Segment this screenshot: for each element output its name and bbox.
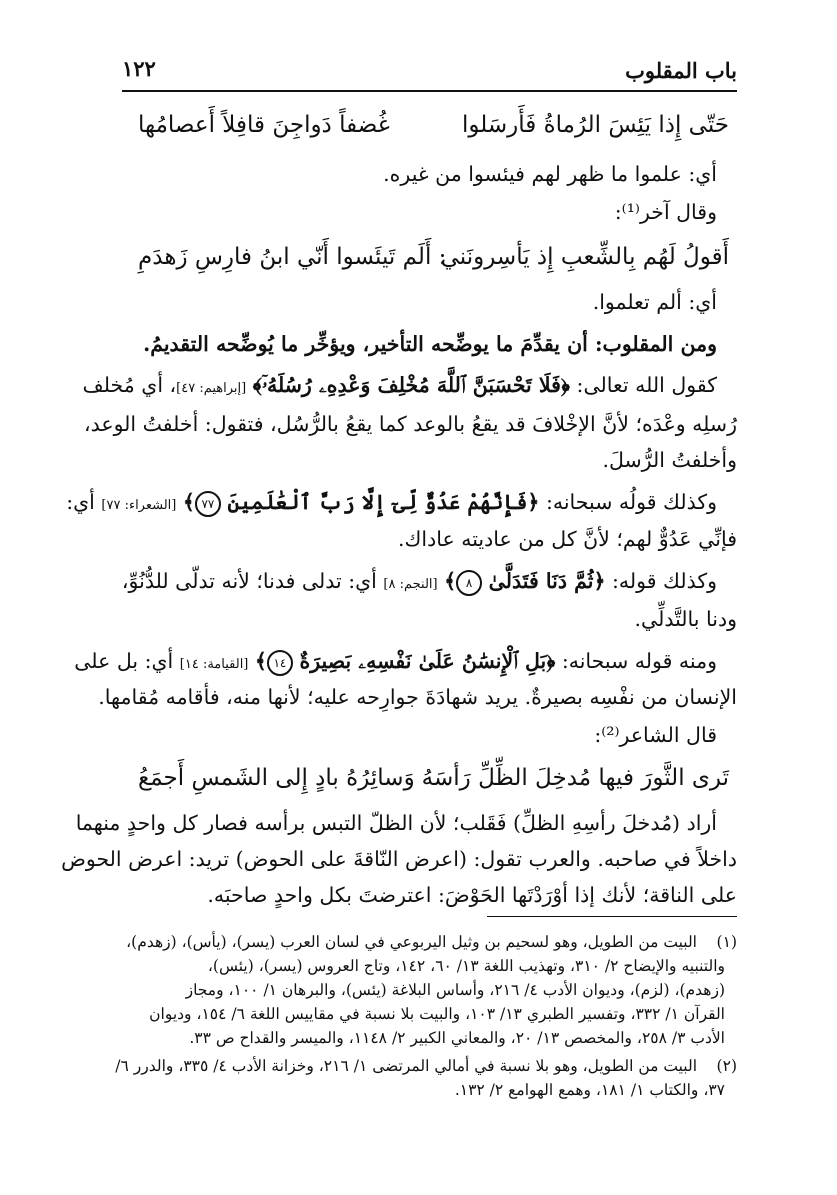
- quran-close-bracket: ﴾: [182, 490, 195, 514]
- ayah-number-marker: ٨: [456, 570, 482, 596]
- p6-tail: أي:: [66, 490, 95, 514]
- paragraph-1: أي: علموا ما ظهر لهم فيئسوا من غيره.: [383, 162, 717, 186]
- chapter-title: باب المقلوب: [625, 58, 737, 83]
- quran-reference: [القيامة: ١٤]: [179, 657, 249, 672]
- footnote-line: القرآن ١/ ٣٣٢، وتفسير الطبري ١٣/ ١٠٣، والبيت بلا نسبة في مقاييس اللغة ٦/ ١٥٤، وديوان: [149, 1005, 725, 1023]
- p5-tail: ، أي مُخلف: [82, 373, 177, 397]
- quran-reference: [النجم: ٨]: [383, 577, 438, 592]
- p7-tail: أي: تدلى فدنا؛ لأنه تدلّى للدُّنُوِّ،: [121, 569, 377, 593]
- footnote-line: البيت من الطويل، وهو بلا نسبة في أمالي المرتضى ١/ ٢١٦، وخزانة الأدب ٤/ ٣٣٥، والدرر ٦/: [115, 1057, 697, 1075]
- footnote-line: الأدب ٣/ ٢٥٨، والمخصص ١٣/ ٢٠، والمعاني الكبير ٢/ ١١٤٨، والميسر والقداح ص ٣٣.: [189, 1029, 725, 1047]
- paragraph-5-line-3: وأخلفتُ الرُّسلَ.: [602, 448, 737, 472]
- paragraph-6-line-2: فإنِّي عَدُوٌّ لهم؛ لأنَّ كل من عاديته عاداك.: [397, 527, 737, 551]
- paragraph-3: أي: ألم تعلموا.: [592, 290, 717, 314]
- paragraph-2: وقال آخر⁽¹⁾:: [614, 200, 717, 224]
- paragraph-10-line-2: داخلاً في صاحبه. والعرب تقول: (اعرض النّاقةَ على الحوض) تريد: اعرض الحوض: [61, 847, 737, 871]
- p7-intro: وكذلك قوله:: [612, 569, 717, 593]
- p8-tail: أي: بل على: [74, 649, 174, 673]
- footnote-number: (١): [716, 933, 737, 951]
- quran-quote: ﴿فَلَا تَحْسَبَنَّ ٱللَّهَ مُخْلِفَ وَعْدِهِۦ رُسُلَهُۥٓ﴾: [252, 373, 571, 397]
- quran-reference: [الشعراء: ٧٧]: [101, 498, 177, 513]
- footnote-divider: [487, 916, 737, 917]
- paragraph-7-line-1: [110, 566, 717, 600]
- p6-intro: وكذلك قولُه سبحانه:: [545, 490, 717, 514]
- quran-close-bracket: ﴾: [444, 569, 457, 593]
- paragraph-7-line-2: ودنا بالتَّدلِّي.: [634, 607, 737, 631]
- p8-intro: ومنه قوله سبحانه:: [561, 649, 717, 673]
- quran-quote: ﴿بَلِ ٱلْإِنسَٰنُ عَلَىٰ نَفْسِهِۦ بَصِيرَةٌ: [299, 649, 556, 673]
- quran-close-bracket: ﴾: [254, 649, 267, 673]
- ayah-number-marker: ١٤: [267, 650, 293, 676]
- page-header: [122, 50, 737, 92]
- verse-1-second-hemistich: غُضفاً دَواجِنَ قافِلاً أَعصامُها: [138, 112, 390, 138]
- verse-1-first-hemistich: حَتّى إِذا يَئِسَ الرُماةُ فَأَرسَلوا: [462, 112, 729, 138]
- footnote-line: البيت من الطويل، وهو لسحيم بن وثيل اليربوعي في لسان العرب (يسر)، (يأس)، (زهدم)،: [126, 933, 697, 951]
- footnote-2: [110, 1054, 737, 1114]
- paragraph-9: قال الشاعر⁽²⁾:: [594, 723, 717, 747]
- ayah-number-marker: ٧٧: [195, 491, 221, 517]
- paragraph-8-line-1: [74, 646, 717, 680]
- paragraph-8-line-2: الإنسان من نفْسِه بصيرةٌ. يريد شهادَةَ جوارِحه عليه؛ لأنها منه، فأقامه مُقامها.: [98, 685, 737, 709]
- footnote-1: [110, 930, 737, 1060]
- verse-2-second-hemistich: : أَلَم تَيئَسوا أَنّي ابنُ فارِسِ زَهدَمِ: [138, 244, 447, 270]
- verse-3-first-hemistich: تَرى الثَّورَ فيها مُدخِلَ الظِّلِّ رَأسَهُ: [421, 765, 729, 791]
- paragraph-10-line-1: أراد (مُدخلَ رأسِهِ الظلِّ) فَقَلب؛ لأن الظلّ التبس برأسه فصار كل واحدٍ منهما: [75, 811, 717, 835]
- quran-reference: [إبراهيم: ٤٧]: [176, 381, 247, 396]
- verse-3-second-hemistich: وَسائِرُهُ بادٍ إِلى الشَمسِ أَجمَعُ: [138, 765, 415, 791]
- page-number: ١٢٢: [122, 56, 156, 81]
- quran-quote: ﴿ثُمَّ دَنَا فَتَدَلَّىٰ: [488, 569, 606, 593]
- verse-2-first-hemistich: أَقولُ لَهُم بِالشِّعبِ إِذ يَأسِرونَني: [440, 244, 729, 270]
- footnote-line: ٣٧، والكتاب ١/ ١٨١، وهمع الهوامع ٢/ ١٣٢.: [454, 1081, 725, 1099]
- quran-quote: ﴿فَإِنَّهُمْ عَدُوٌّ لِّىٓ إِلَّا رَبَّ ٱلْعَٰلَمِينَ: [227, 490, 540, 514]
- paragraph-5-line-2: رُسلِه وعْدَه؛ لأنَّ الإخْلافَ قد يقعُ بالوعد كما يقعُ بالرُّسُل، فتقول: أخلفتُ الوعد،: [83, 412, 737, 436]
- p5-intro: كقول الله تعالى:: [576, 373, 717, 397]
- paragraph-4: ومن المقلوب: أن يقدِّمَ ما يوضِّحه التأخير، ويؤخِّر ما يُوضِّحه التقديمُ.: [143, 332, 717, 356]
- paragraph-10-line-3: على الناقة؛ لأنك إذا أوْرَدْتَها الحَوْضَ: اعترضتَ بكل واحدٍ صاحبَه.: [207, 883, 737, 907]
- paragraph-5-line-1: [82, 370, 717, 404]
- footnote-line: (زهدم)، (لزم)، وديوان الأدب ٤/ ٢١٦، وأساس البلاغة (يئس)، والبرهان ١/ ١٠٠، ومجاز: [185, 981, 725, 999]
- footnote-number: (٢): [716, 1057, 737, 1075]
- footnote-line: والتنبيه والإيضاح ٢/ ٣١٠، وتهذيب اللغة ١٣/ ٦٠، ١٤٢، وتاج العروس (يسر)، (يئس)،: [207, 957, 725, 975]
- paragraph-6-line-1: [66, 487, 717, 521]
